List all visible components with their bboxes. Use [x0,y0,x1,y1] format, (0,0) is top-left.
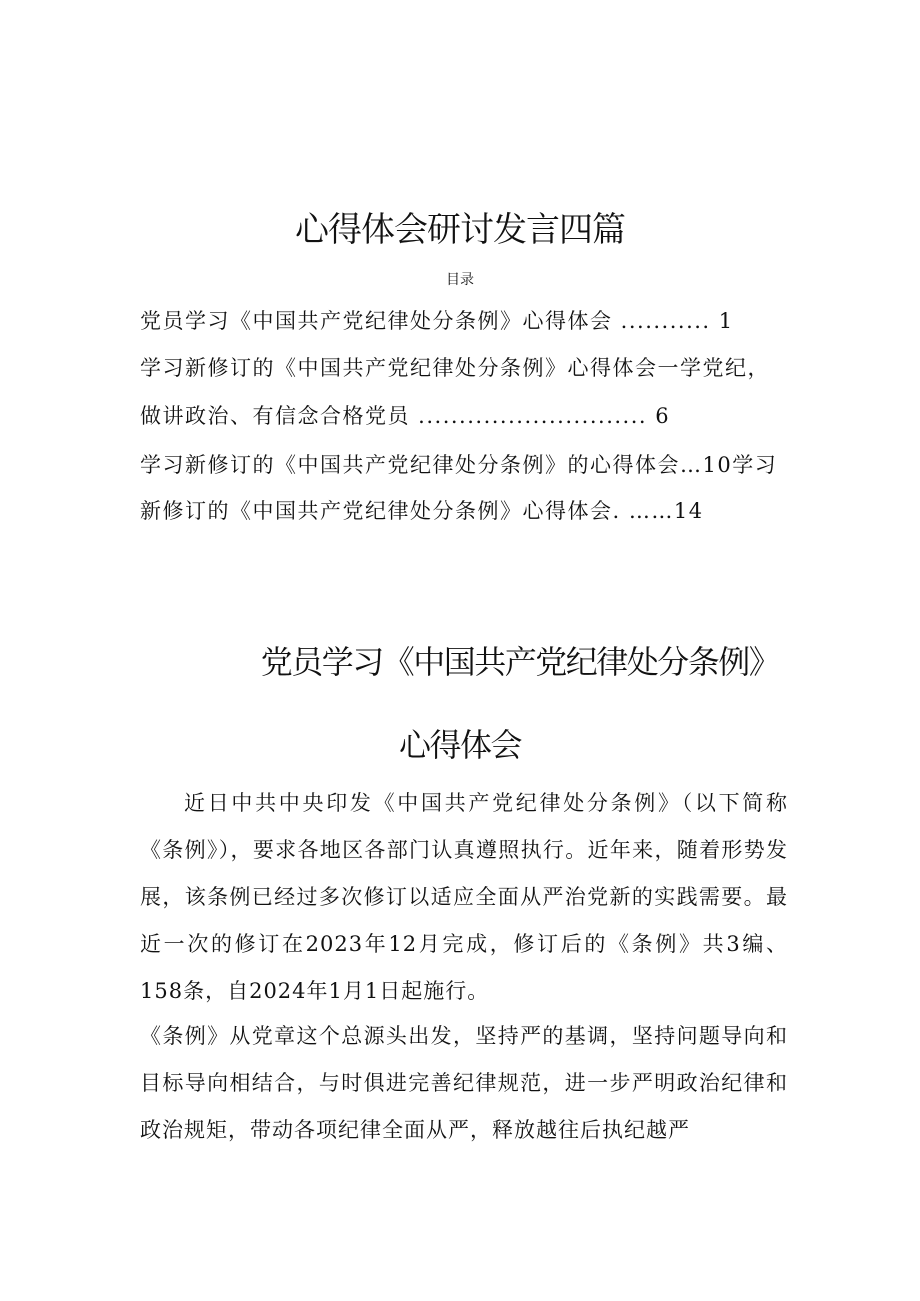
section-title-continued: 心得体会 [398,726,521,764]
toc-heading: 目录 [446,272,474,288]
toc-entry[interactable]: 党员学习《中国共产党纪律处分条例》心得体会 ........... 1 [140,309,734,333]
toc-entry[interactable]: 做讲政治、有信念合格党员 ............................ 6 [140,404,671,428]
toc-entry[interactable]: 学习新修订的《中国共产党纪律处分条例》心得体会一学党纪， [140,356,770,380]
body-paragraph: 《条例》从党章这个总源头出发，坚持严的基调，坚持问题导向和目标导向相结合，与时俱进完善纪律规范，进一步严明政治纪律和政治规矩，带动各项纪律全面从严，释放越往后执纪越严 [140,1024,788,1142]
document-title: 心得体会研讨发言四篇 [295,210,625,250]
toc-entry[interactable]: 新修订的《中国共产党纪律处分条例》心得体会. ……14 [140,499,704,523]
body-paragraph: 近日中共中央印发《中国共产党纪律处分条例》（以下简称《条例》），要求各地区各部门认真遵照执行。近年来，随着形势发展，该条例已经过多次修订以适应全面从严治党新的实践需要。最近一次的修订在2023年12月完成，修订后的《条例》共3编、158条，自2024年1月1日起施行。 [140,791,788,1003]
toc-entry[interactable]: 学习新修订的《中国共产党纪律处分条例》的心得体会…10学习 [140,453,778,477]
section-title: 党员学习《中国共产党纪律处分条例》 [260,643,780,681]
